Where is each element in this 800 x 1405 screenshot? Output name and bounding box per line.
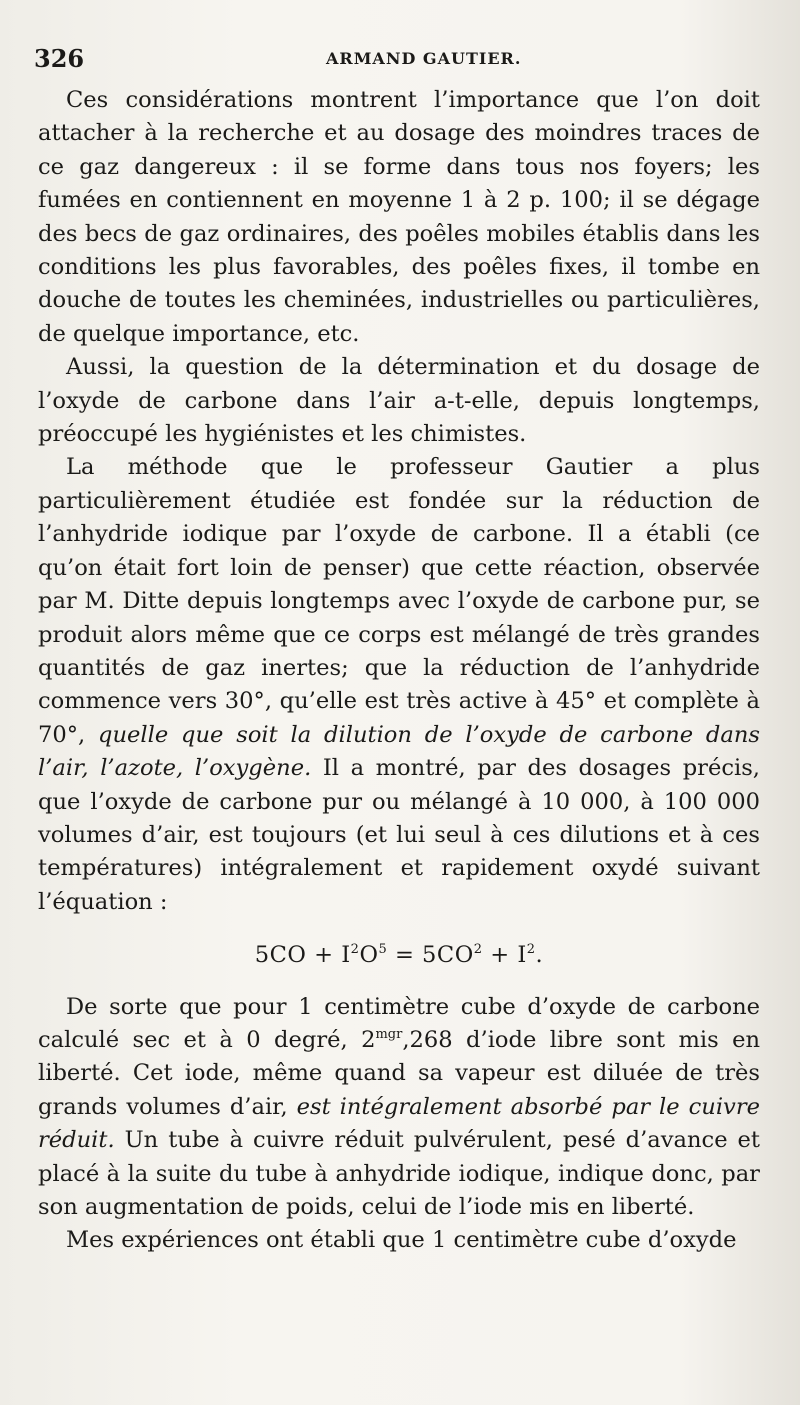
body-text	[38, 84, 760, 1258]
equation-part: .	[535, 942, 544, 969]
equation-superscript: 2	[350, 942, 360, 958]
paragraph-3	[38, 451, 760, 919]
unit-superscript: mgr	[375, 1026, 403, 1042]
paragraph-4-italic: est intégralement absorbé par le cuivre réduit.	[38, 1093, 760, 1154]
paragraph-2: Aussi, la question de la détermination et du dosage de l’oxyde de carbone dans l’air a-t-elle, depuis longtemps, préoccupé les hygiénistes et les chimistes.	[38, 354, 760, 448]
page-header	[34, 44, 760, 80]
equation-part: + I	[482, 942, 527, 969]
running-head: ARMAND GAUTIER.	[326, 49, 522, 68]
paragraph-3-text-b: Il a montré, par des dosages précis, que l’oxyde de carbone pur ou mélangé à 10 000, à 100 000 volumes d’air, est toujours (et lui seul à ces dilutions et à ces températures) intégralement et rapidement oxydé suivant l’équation :	[38, 755, 760, 915]
equation-superscript: 2	[473, 942, 483, 958]
paragraph-4	[38, 991, 760, 1225]
page-number: 326	[34, 44, 85, 73]
equation-superscript: 2	[526, 942, 536, 958]
paragraph-5: Mes expériences ont établi que 1 centimètre cube d’oxyde	[66, 1227, 737, 1254]
paragraph-4-text-b: ,268 d’iode libre sont mis en liberté. Cet iode, même quand sa vapeur est diluée de très grands volumes d’air,	[38, 1026, 761, 1120]
paragraph-4-text-a: De sorte que pour 1 centimètre cube d’oxyde de carbone calculé sec et à 0 degré, 2	[38, 993, 760, 1053]
paragraph-4-text-c: Un tube à cuivre réduit pulvérulent, pesé d’avance et placé à la suite du tube à anhydride iodique, indique donc, par son augmentation de poids, celui de l’iode mis en liberté.	[38, 1127, 760, 1220]
equation-part: = 5CO	[387, 942, 474, 969]
equation-superscript: 5	[378, 942, 388, 958]
chemical-equation	[38, 939, 760, 972]
paragraph-3-text-a: La méthode que le professeur Gautier a plus particulièrement étudiée est fondée sur la réduction de l’anhydride iodique par l’oxyde de carbone. Il a établi (ce qu’on était fort loin de penser) que cette réaction, observée par M. Ditte depuis longtemps avec l’oxyde de carbone pur, se produit alors même que ce corps est mélangé de très grandes quantités de gaz inertes; que la réduction de l’anhydride commence vers 30°, qu’elle est très active à 45° et complète à 70°,	[38, 454, 760, 748]
paragraph-1: Ces considérations montrent l’importance que l’on doit attacher à la recherche et au dosage des moindres traces de ce gaz dangereux : il se forme dans tous nos foyers; les fumées en contiennent en moyenne 1 à 2 p. 100; il se dégage des becs de gaz ordinaires, des poêles mobiles établis dans les conditions les plus favorables, des poêles fixes, il tombe en douche de toutes les cheminées, industrielles ou particulières, de quelque importance, etc.	[38, 87, 760, 347]
equation-part: 5CO + I	[254, 942, 351, 969]
paragraph-3-italic: quelle que soit la dilution de l’oxyde de carbone dans l’air, l’azote, l’oxygène.	[38, 721, 760, 782]
equation-part: O	[359, 942, 379, 969]
